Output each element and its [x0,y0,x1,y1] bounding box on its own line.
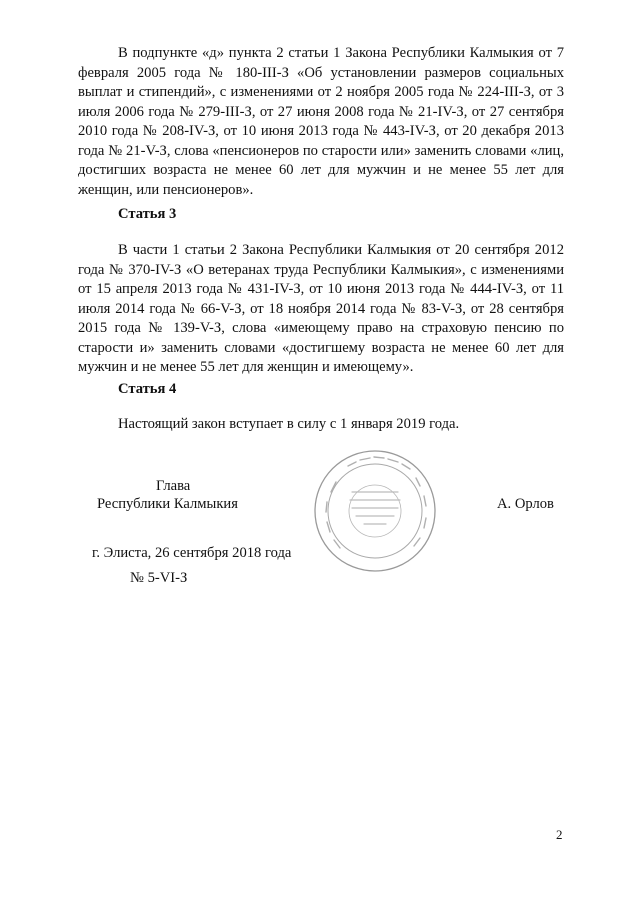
place-and-date: г. Элиста, 26 сентября 2018 года [92,545,292,561]
heading-article-4: Статья 4 [118,381,177,397]
paragraph-effective-date: Настоящий закон вступает в силу с 1 января 2019 года. [118,416,460,432]
paragraph-article-3-amendment: В части 1 статьи 2 Закона Республики Калмыкия от 20 сентября 2012 года № 370-IV-З «О ветеранах труда Республики Калмыкия», с изменениями от 15 апреля 2013 года № 431-IV-З, от 10 июня 2013 года № 444-IV-З, от 11 июля 2014 года № 66-V-З, от 18 ноября 2014 года № 83-V-З, от 28 сентября 2015 года № 139-V-З, слова «имеющему право на страховую пенсию по старости и» заменить словами «достигшему возраста не менее 60 лет для мужчин и не менее 55 лет для женщин и имеющему». [78,242,564,375]
signatory-title-line2: Республики Калмыкия [97,496,238,512]
seal-icon [312,448,438,574]
heading-article-3: Статья 3 [118,206,177,222]
signatory-name: А. Орлов [497,496,554,512]
paragraph-article-2-amendment: В подпункте «д» пункта 2 статьи 1 Закона Республики Калмыкия от 7 февраля 2005 года № 180-III-З «Об установлении размеров социальных выплат и стипендий», с изменениями от 2 ноября 2005 года № 224-III-З, от 3 июля 2006 года № 279-III-З, от 27 июня 2008 года № 21-IV-З, от 27 сентября 2010 года № 208-IV-З, от 10 июня 2013 года № 443-IV-З, от 20 декабря 2013 года № 21-V-З, слова «пенсионеров по старости или» заменить словами «лиц, достигших возраста не менее 60 лет для мужчин и не менее 55 лет для женщин, или пенсионеров». [78,45,564,198]
page-number: 2 [556,827,563,842]
signatory-title-line1: Глава [156,478,191,494]
official-seal [312,448,438,574]
law-number: № 5-VI-З [130,570,188,586]
